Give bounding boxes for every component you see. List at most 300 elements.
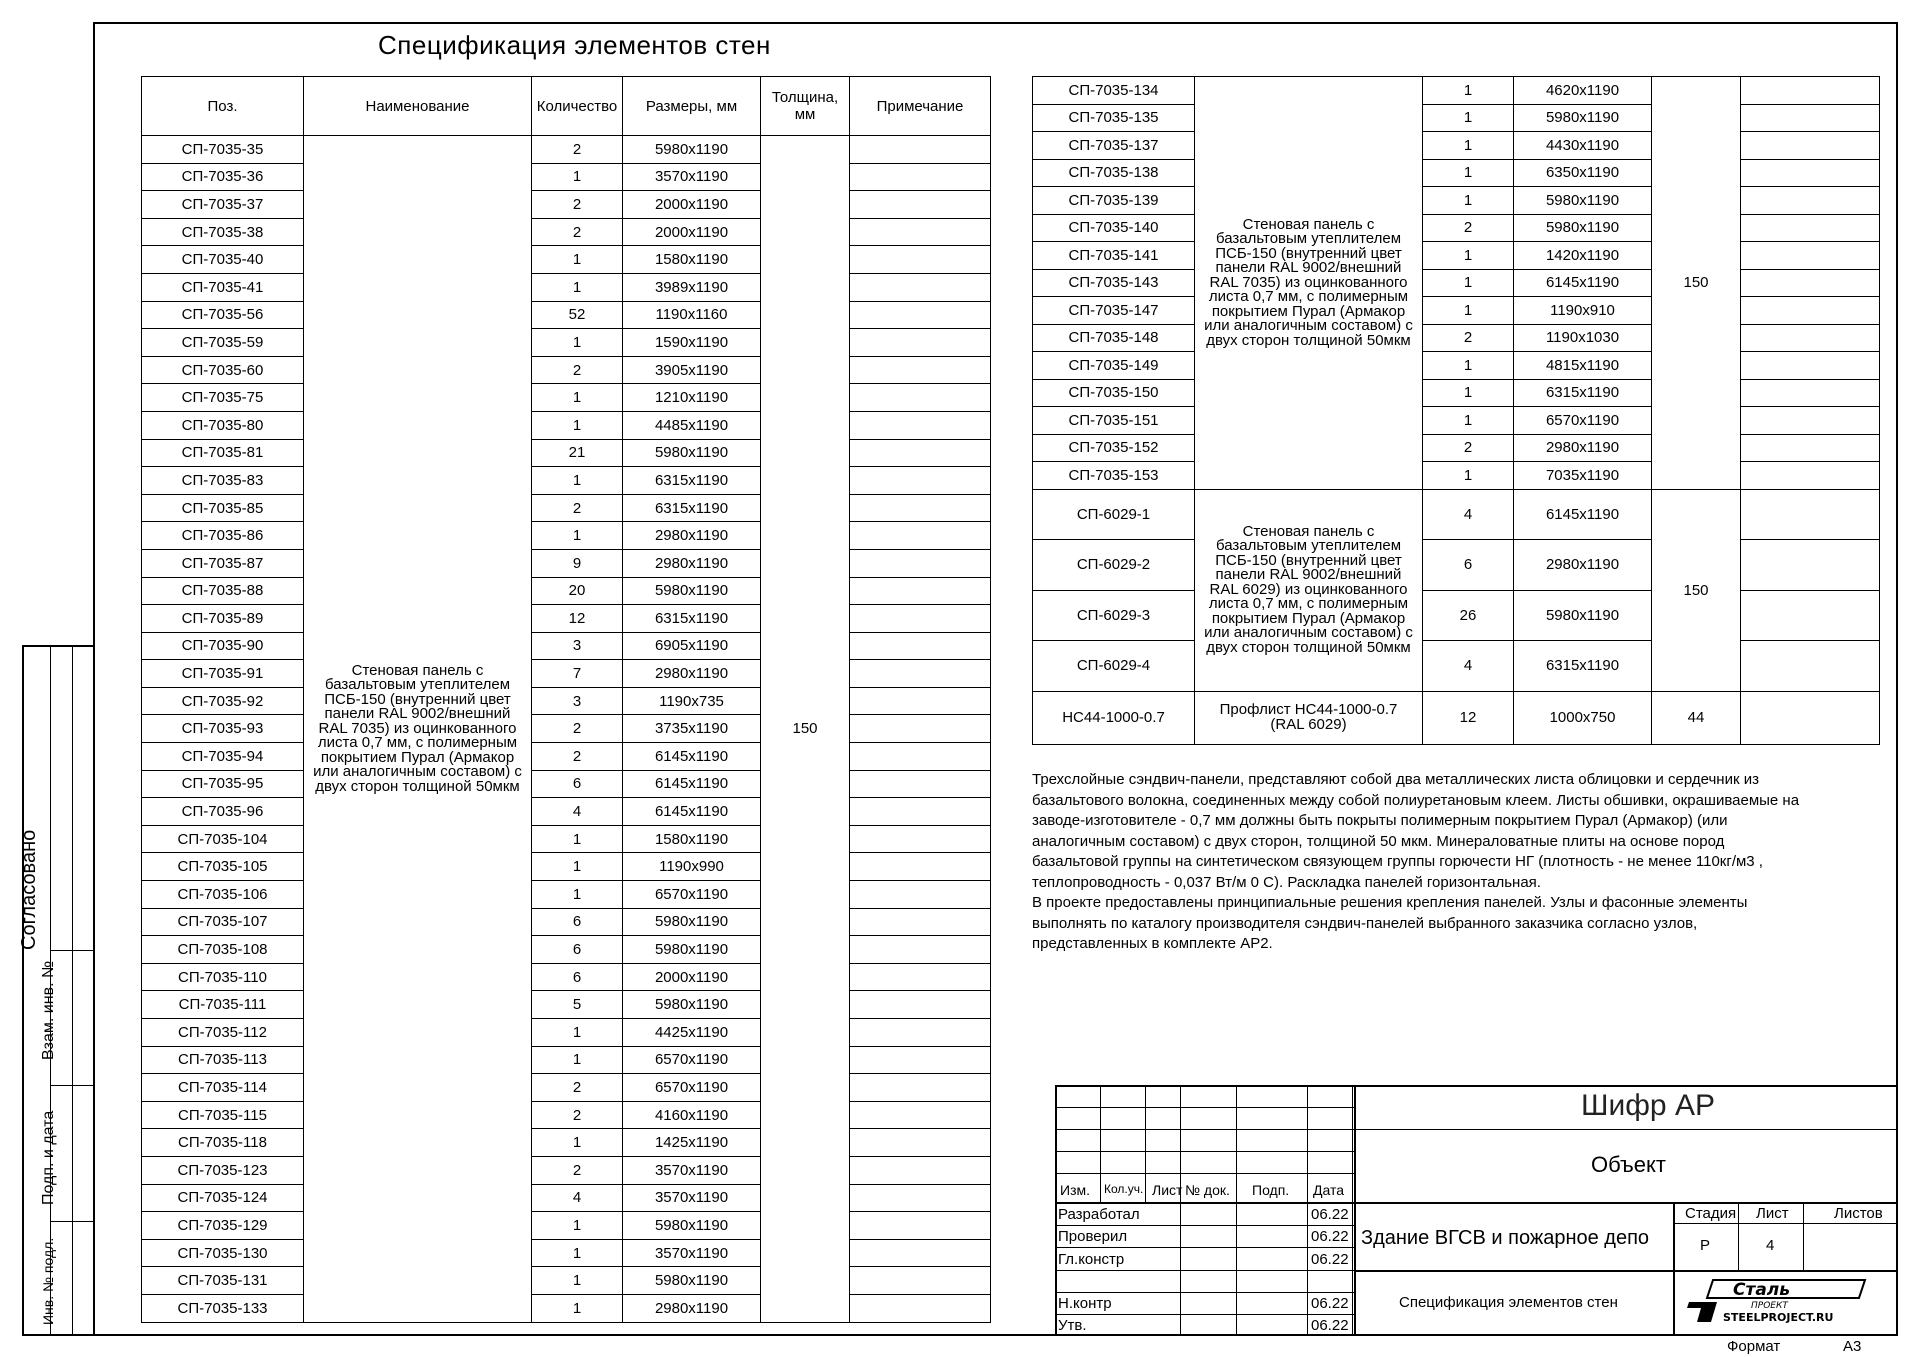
table-row [142,881,991,909]
pos-cell: СП-7035-88 [142,577,304,605]
note-cell [1741,352,1880,380]
col-date: Дата [1313,1182,1345,1198]
qty-cell: 6 [1423,540,1514,591]
note-cell [850,853,991,881]
qty-cell: 1 [532,825,623,853]
note-cell [850,1156,991,1184]
note-line: базальтовой группы на синтетическом связующем группы горючести НГ (плотность - не менее 110кг/м3 , [1032,853,1763,870]
object-label: Объект [1591,1152,1666,1177]
note-cell [850,246,991,274]
qty-cell: 4 [532,1184,623,1212]
qty-cell: 2 [532,191,623,219]
table-row [142,1156,991,1184]
col-doc: № док. [1185,1182,1230,1198]
table-row [1033,489,1880,540]
qty-cell: 1 [1423,77,1514,105]
size-cell: 5980х1190 [623,577,761,605]
note-cell [850,881,991,909]
qty-cell: 1 [1423,407,1514,435]
size-cell: 2980х1190 [1514,434,1652,462]
qty-cell: 12 [532,605,623,633]
table-row [142,246,991,274]
note-cell [1741,242,1880,270]
drawing-title: Спецификация элементов стен [1399,1294,1618,1311]
pos-cell: СП-7035-36 [142,163,304,191]
qty-cell: 1 [532,1267,623,1295]
thickness-cell: 44 [1652,691,1741,744]
pos-cell: СП-7035-104 [142,825,304,853]
size-cell: 2000х1190 [623,963,761,991]
table-row [142,439,991,467]
note-cell [850,411,991,439]
pos-cell: СП-7035-96 [142,798,304,826]
note-cell [850,963,991,991]
column-header: Размеры, мм [623,77,761,136]
pos-cell: СП-7035-137 [1033,132,1195,160]
size-cell: 1190х910 [1514,297,1652,325]
column-header: Примечание [850,77,991,136]
note-cell [1741,214,1880,242]
date-4: 06.22 [1311,1295,1349,1312]
pos-cell: СП-7035-147 [1033,297,1195,325]
note-cell [850,301,991,329]
table-row [1033,324,1880,352]
qty-cell: 1 [1423,462,1514,490]
table-row [142,1101,991,1129]
qty-cell: 1 [532,163,623,191]
note-cell [1741,77,1880,105]
pos-cell: СП-7035-59 [142,329,304,357]
note-cell [850,136,991,164]
table-row [1033,269,1880,297]
size-cell: 5980х1190 [1514,590,1652,641]
pos-cell: СП-7035-148 [1033,324,1195,352]
date-5: 06.22 [1311,1317,1349,1334]
pos-cell: СП-7035-93 [142,715,304,743]
table-row [142,853,991,881]
note-cell [850,163,991,191]
cipher: Шифр АР [1581,1089,1715,1122]
pos-cell: СП-7035-133 [142,1294,304,1322]
table-row [1033,540,1880,591]
size-cell: 6570х1190 [623,1074,761,1102]
table-row [142,908,991,936]
col-izm: Изм. [1060,1182,1090,1198]
page-title: Спецификация элементов стен [378,30,771,60]
qty-cell: 4 [532,798,623,826]
qty-cell: 1 [532,1019,623,1047]
pos-cell: СП-7035-150 [1033,379,1195,407]
table-row [142,632,991,660]
pos-cell: СП-7035-107 [142,908,304,936]
size-cell: 4430х1190 [1514,132,1652,160]
size-cell: 6350х1190 [1514,159,1652,187]
pos-cell: СП-7035-112 [142,1019,304,1047]
qty-cell: 1 [1423,132,1514,160]
qty-cell: 4 [1423,641,1514,692]
pos-cell: СП-7035-114 [142,1074,304,1102]
qty-cell: 1 [1423,379,1514,407]
note-cell [1741,691,1880,744]
qty-cell: 2 [532,743,623,771]
qty-cell: 1 [1423,352,1514,380]
note-line: аналогичным составом) с двух сторон, толщиной 50 мкм. Минераловатные плиты на основе пород [1032,832,1725,850]
note-cell [1741,641,1880,692]
pos-cell: СП-7035-123 [142,1156,304,1184]
size-cell: 1580х1190 [623,246,761,274]
column-header: Толщина, мм [761,77,850,136]
note-cell [850,1074,991,1102]
size-cell: 5980х1190 [623,1267,761,1295]
qty-cell: 2 [532,715,623,743]
podp-label: Подп. и дата [40,1110,57,1205]
format-label: Формат [1727,1338,1781,1355]
size-cell: 4425х1190 [623,1019,761,1047]
note-cell [1741,324,1880,352]
table-row [142,1184,991,1212]
pos-cell: СП-7035-118 [142,1129,304,1157]
table-row [142,218,991,246]
size-cell: 1590х1190 [623,329,761,357]
pos-cell: СП-7035-151 [1033,407,1195,435]
size-cell: 6315х1190 [623,467,761,495]
note-cell [850,439,991,467]
size-cell: 5980х1190 [1514,104,1652,132]
pos-cell: СП-7035-85 [142,494,304,522]
table-row [1033,297,1880,325]
description-cell: Стеновая панель с базальтовым утеплителем ПСБ-150 (внутренний цвет панели RAL 9002/внешний RAL 6029) из оцинкованного листа 0,7 мм, с полимерным покрытием Пурал (Армакор или аналогичным составом) с двух сторон толщиной 50мкм [1195,489,1423,691]
pos-cell: СП-7035-38 [142,218,304,246]
size-cell: 3905х1190 [623,356,761,384]
pos-cell: СП-7035-131 [142,1267,304,1295]
qty-cell: 1 [532,411,623,439]
pos-cell: СП-6029-2 [1033,540,1195,591]
size-cell: 1000х750 [1514,691,1652,744]
pos-cell: СП-7035-37 [142,191,304,219]
qty-cell: 7 [532,660,623,688]
table-row [1033,407,1880,435]
note-cell [850,191,991,219]
note-line: представленных в комплекте АР2. [1032,935,1273,952]
note-cell [850,660,991,688]
size-cell: 4160х1190 [623,1101,761,1129]
role-ncontrol: Н.контр [1058,1295,1112,1312]
table-row [1033,214,1880,242]
size-cell: 6315х1190 [1514,641,1652,692]
qty-cell: 1 [532,881,623,909]
stage-label: Стадия [1685,1205,1737,1222]
table-row [142,273,991,301]
table-row [142,1074,991,1102]
table-row [142,1046,991,1074]
logo-text: Сталь [1733,1280,1791,1300]
role-approved: Утв. [1058,1317,1087,1334]
description-cell: Стеновая панель с базальтовым утеплителем ПСБ-150 (внутренний цвет панели RAL 9002/внешний RAL 7035) из оцинкованного листа 0,7 мм, с полимерным покрытием Пурал (Армакор или аналогичным составом) с двух сторон толщиной 50мкм [1195,77,1423,490]
table-row [142,329,991,357]
size-cell: 3989х1190 [623,273,761,301]
table-row [1033,77,1880,105]
table-row [1033,641,1880,692]
qty-cell: 6 [532,770,623,798]
pos-cell: СП-7035-40 [142,246,304,274]
qty-cell: 1 [532,1294,623,1322]
qty-cell: 1 [532,1212,623,1240]
qty-cell: 2 [532,1074,623,1102]
qty-cell: 2 [532,136,623,164]
pos-cell: СП-7035-113 [142,1046,304,1074]
pos-cell: НС44-1000-0.7 [1033,691,1195,744]
note-cell [850,825,991,853]
col-podp: Подп. [1252,1182,1290,1198]
note-cell [850,1212,991,1240]
note-cell [1741,407,1880,435]
right-spec-table [1032,76,1880,745]
note-cell [850,549,991,577]
note-cell [850,1046,991,1074]
date-2: 06.22 [1311,1228,1349,1245]
qty-cell: 6 [532,936,623,964]
left-spec-table [141,76,991,1323]
note-cell [850,218,991,246]
note-cell [850,605,991,633]
table-row [142,991,991,1019]
pos-cell: СП-7035-90 [142,632,304,660]
qty-cell: 4 [1423,489,1514,540]
pos-cell: СП-7035-41 [142,273,304,301]
pos-cell: СП-7035-130 [142,1239,304,1267]
note-cell [1741,434,1880,462]
pos-cell: СП-7035-152 [1033,434,1195,462]
size-cell: 6145х1190 [1514,489,1652,540]
note-cell [850,467,991,495]
size-cell: 6315х1190 [623,605,761,633]
size-cell: 1580х1190 [623,825,761,853]
table-row [142,1239,991,1267]
qty-cell: 5 [532,991,623,1019]
size-cell: 1420х1190 [1514,242,1652,270]
stage-value: Р [1700,1237,1711,1254]
qty-cell: 1 [532,522,623,550]
pos-cell: СП-7035-134 [1033,77,1195,105]
pos-cell: СП-7035-92 [142,687,304,715]
qty-cell: 1 [532,1129,623,1157]
size-cell: 1190х735 [623,687,761,715]
qty-cell: 1 [532,246,623,274]
pos-cell: СП-7035-140 [1033,214,1195,242]
table-row [142,1129,991,1157]
qty-cell: 2 [532,1101,623,1129]
note-cell [850,936,991,964]
pos-cell: СП-7035-143 [1033,269,1195,297]
qty-cell: 1 [1423,242,1514,270]
note-cell [850,632,991,660]
size-cell: 5980х1190 [623,908,761,936]
size-cell: 7035х1190 [1514,462,1652,490]
table-row [142,136,991,164]
note-cell [850,1019,991,1047]
table-row [142,191,991,219]
qty-cell: 2 [1423,434,1514,462]
note-line: теплопроводность - 0,037 Вт/м 0 С). Раскладка панелей горизонтальная. [1032,873,1541,891]
pos-cell: СП-7035-80 [142,411,304,439]
table-row [142,301,991,329]
note-cell [1741,540,1880,591]
table-row [142,687,991,715]
note-cell [850,522,991,550]
size-cell: 6315х1190 [1514,379,1652,407]
role-checked: Проверил [1058,1228,1128,1245]
table-row [142,522,991,550]
pos-cell: СП-7035-106 [142,881,304,909]
table-row [142,549,991,577]
col-list: Лист [1152,1182,1183,1198]
table-row [1033,379,1880,407]
table-row [142,384,991,412]
table-row [1033,352,1880,380]
note-cell [1741,590,1880,641]
qty-cell: 1 [532,1239,623,1267]
table-row [142,1267,991,1295]
qty-cell: 3 [532,687,623,715]
note-cell [1741,489,1880,540]
pos-cell: СП-7035-94 [142,743,304,771]
note-line: заводе-изготовителе - 0,7 мм должны быть покрыты полимерным покрытием Пурал (Армакор) (или [1032,812,1728,829]
note-cell [1741,269,1880,297]
table-row [142,356,991,384]
size-cell: 6570х1190 [623,1046,761,1074]
table-row [1033,691,1880,744]
table-row [1033,132,1880,160]
column-header: Количество [532,77,623,136]
note-cell [850,356,991,384]
pos-cell: СП-7035-89 [142,605,304,633]
qty-cell: 9 [532,549,623,577]
table-row [142,715,991,743]
size-cell: 5980х1190 [623,1212,761,1240]
table-row [1033,104,1880,132]
size-cell: 6145х1190 [623,798,761,826]
table-row [142,163,991,191]
qty-cell: 21 [532,439,623,467]
notes-block [1032,770,1882,955]
size-cell: 3570х1190 [623,1239,761,1267]
role-chief: Гл.констр [1058,1251,1125,1268]
note-cell [850,798,991,826]
pos-cell: СП-6029-1 [1033,489,1195,540]
table-row [142,798,991,826]
qty-cell: 2 [532,356,623,384]
table-row [142,467,991,495]
size-cell: 1425х1190 [623,1129,761,1157]
pos-cell: СП-6029-4 [1033,641,1195,692]
pos-cell: СП-7035-138 [1033,159,1195,187]
size-cell: 2980х1190 [1514,540,1652,591]
note-cell [850,1267,991,1295]
pos-cell: СП-7035-91 [142,660,304,688]
note-cell [1741,379,1880,407]
role-developed: Разработал [1058,1206,1140,1223]
table-row [142,660,991,688]
pos-cell: СП-7035-149 [1033,352,1195,380]
pos-cell: СП-7035-35 [142,136,304,164]
qty-cell: 26 [1423,590,1514,641]
size-cell: 1190х1160 [623,301,761,329]
qty-cell: 2 [532,494,623,522]
size-cell: 2980х1190 [623,660,761,688]
pos-cell: СП-7035-110 [142,963,304,991]
table-row [142,770,991,798]
size-cell: 5980х1190 [1514,214,1652,242]
qty-cell: 20 [532,577,623,605]
table-row [1033,187,1880,215]
qty-cell: 1 [532,273,623,301]
description-cell: Профлист НС44-1000-0.7 (RAL 6029) [1195,691,1423,744]
pos-cell: СП-6029-3 [1033,590,1195,641]
column-header: Наименование [304,77,532,136]
table-row [142,1294,991,1322]
table-row [1033,434,1880,462]
qty-cell: 6 [532,908,623,936]
table-row [142,577,991,605]
pos-cell: СП-7035-87 [142,549,304,577]
logo-small: ПРОЕКТ [1751,1301,1788,1311]
table-row [1033,462,1880,490]
qty-cell: 1 [1423,297,1514,325]
note-cell [850,991,991,1019]
table-row [142,605,991,633]
qty-cell: 12 [1423,691,1514,744]
pos-cell: СП-7035-86 [142,522,304,550]
pos-cell: СП-7035-81 [142,439,304,467]
size-cell: 2000х1190 [623,218,761,246]
note-line: Трехслойные сэндвич-панели, представляют собой два металлических листа облицовки и сердечник из [1032,771,1759,788]
column-header: Поз. [142,77,304,136]
pos-cell: СП-7035-124 [142,1184,304,1212]
pos-cell: СП-7035-56 [142,301,304,329]
note-cell [850,384,991,412]
pos-cell: СП-7035-111 [142,991,304,1019]
pos-cell: СП-7035-141 [1033,242,1195,270]
size-cell: 5980х1190 [623,991,761,1019]
table-header-row [142,77,991,136]
qty-cell: 1 [532,1046,623,1074]
table-row [142,825,991,853]
vzam-label: Взам. инв. № [40,960,57,1060]
table-row [1033,590,1880,641]
pos-cell: СП-7035-105 [142,853,304,881]
size-cell: 2000х1190 [623,191,761,219]
table-row [142,936,991,964]
agreed-label: Согласовано [18,829,40,950]
qty-cell: 1 [532,384,623,412]
note-cell [850,494,991,522]
note-cell [1741,297,1880,325]
size-cell: 2980х1190 [623,1294,761,1322]
qty-cell: 2 [1423,324,1514,352]
qty-cell: 1 [532,467,623,495]
pos-cell: СП-7035-95 [142,770,304,798]
pos-cell: СП-7035-75 [142,384,304,412]
note-cell [1741,104,1880,132]
table-row [142,1019,991,1047]
building-name: Здание ВГСВ и пожарное депо [1361,1227,1650,1249]
size-cell: 2980х1190 [623,549,761,577]
table-row [1033,242,1880,270]
qty-cell: 1 [1423,104,1514,132]
sheets-label: Листов [1834,1205,1883,1222]
size-cell: 5980х1190 [623,439,761,467]
size-cell: 6905х1190 [623,632,761,660]
